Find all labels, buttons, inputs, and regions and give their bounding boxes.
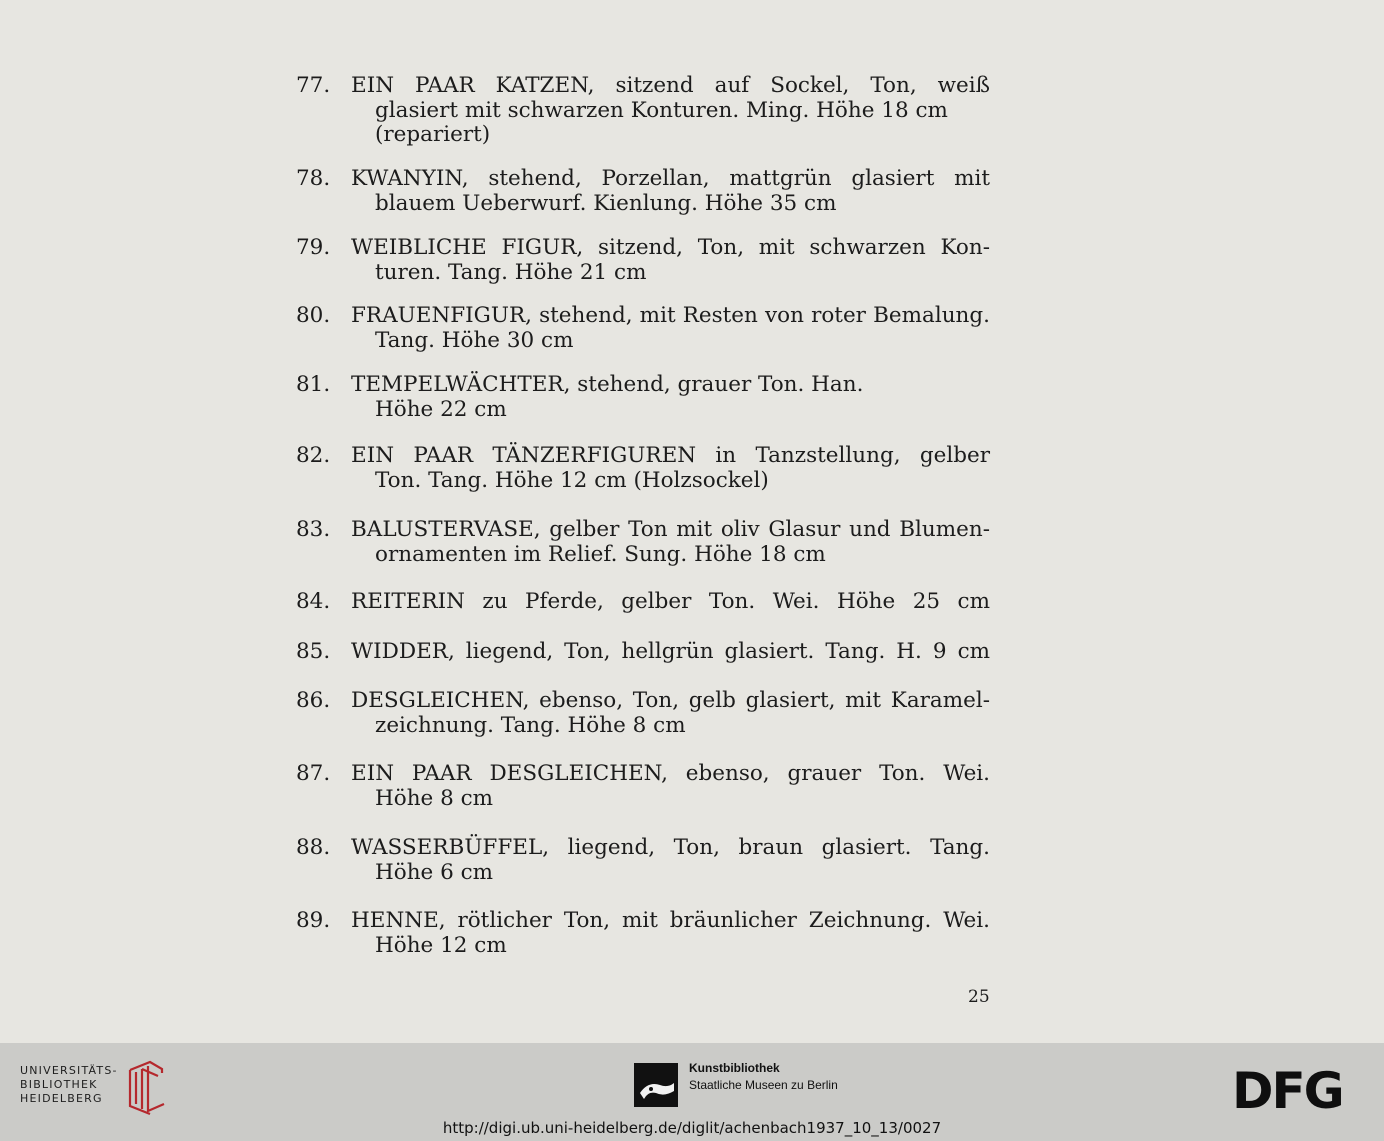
entry-number: 87. bbox=[296, 761, 331, 786]
entry-first-line: DESGLEICHEN, ebenso, Ton, gelb glasiert, mit Karamel- bbox=[351, 688, 990, 713]
entry-number: 85. bbox=[296, 639, 331, 664]
entry-number: 84. bbox=[296, 589, 331, 614]
entry-number: 83. bbox=[296, 517, 331, 542]
catalog-entry bbox=[296, 167, 990, 216]
page-number: 25 bbox=[968, 987, 990, 1007]
dfg-logo[interactable]: DFG bbox=[1232, 1062, 1343, 1120]
entry-continuation-line: blauem Ueberwurf. Kienlung. Höhe 35 cm bbox=[375, 190, 837, 216]
kunstbibliothek-text bbox=[689, 1060, 838, 1094]
entry-continuation-line: zeichnung. Tang. Höhe 8 cm bbox=[375, 712, 686, 738]
entry-first-line: BALUSTERVASE, gelber Ton mit oliv Glasur und Blumen- bbox=[351, 517, 990, 542]
footer-bar bbox=[0, 1043, 1384, 1141]
entry-first-line: EIN PAAR KATZEN, sitzend auf Sockel, Ton, weiß bbox=[351, 73, 990, 98]
entry-continuation-line: Höhe 8 cm bbox=[375, 785, 494, 811]
entry-number: 77. bbox=[296, 73, 331, 98]
entry-continuation-line: turen. Tang. Höhe 21 cm bbox=[375, 259, 647, 285]
ub-line-2: BIBLIOTHEK bbox=[20, 1078, 98, 1091]
entry-first-line: EIN PAAR DESGLEICHEN, ebenso, grauer Ton. Wei. bbox=[351, 761, 990, 786]
catalog-entry bbox=[296, 590, 990, 615]
catalog-entry bbox=[296, 373, 990, 422]
catalog-entry bbox=[296, 74, 990, 148]
entry-continuation-line: (repariert) bbox=[375, 122, 491, 147]
entry-number: 82. bbox=[296, 443, 331, 468]
entry-first-line: REITERIN zu Pferde, gelber Ton. Wei. Höhe 25 cm bbox=[351, 589, 990, 614]
catalog-entry bbox=[296, 689, 990, 738]
catalog-entry bbox=[296, 909, 990, 958]
catalog-entry bbox=[296, 640, 990, 665]
entry-number: 88. bbox=[296, 835, 331, 860]
ub-heidelberg-logo-icon[interactable] bbox=[124, 1060, 168, 1116]
entry-first-line: WIDDER, liegend, Ton, hellgrün glasiert. Tang. H. 9 cm bbox=[351, 639, 990, 664]
entry-first-line: HENNE, rötlicher Ton, mit bräunlicher Zeichnung. Wei. bbox=[351, 908, 990, 933]
entry-continuation-line: Höhe 6 cm bbox=[375, 859, 494, 885]
ub-line-3: HEIDELBERG bbox=[20, 1092, 103, 1105]
catalog-entry bbox=[296, 236, 990, 285]
entry-first-line: WASSERBÜFFEL, liegend, Ton, braun glasiert. Tang. bbox=[351, 835, 990, 860]
catalog-entry bbox=[296, 304, 990, 353]
ub-line-1: UNIVERSITÄTS- bbox=[20, 1064, 118, 1077]
entry-first-line: TEMPELWÄCHTER, stehend, grauer Ton. Han. bbox=[351, 372, 864, 397]
kunstbibliothek-subtitle: Staatliche Museen zu Berlin bbox=[689, 1078, 838, 1092]
catalog-entry bbox=[296, 444, 990, 493]
entry-number: 81. bbox=[296, 372, 331, 397]
entry-first-line: EIN PAAR TÄNZERFIGUREN in Tanzstellung, gelber bbox=[351, 443, 990, 468]
entry-continuation-line: Tang. Höhe 30 cm bbox=[375, 327, 574, 353]
entry-number: 80. bbox=[296, 303, 331, 328]
catalog-entry bbox=[296, 836, 990, 885]
entry-continuation-line: glasiert mit schwarzen Konturen. Ming. Höhe 18 cm bbox=[375, 97, 948, 123]
entry-number: 79. bbox=[296, 235, 331, 260]
entry-continuation-line: ornamenten im Relief. Sung. Höhe 18 cm bbox=[375, 541, 826, 567]
entry-continuation-line: Höhe 12 cm bbox=[375, 932, 507, 958]
entry-number: 89. bbox=[296, 908, 331, 933]
entry-number: 78. bbox=[296, 166, 331, 191]
ub-heidelberg-text bbox=[20, 1064, 118, 1106]
kunstbibliothek-title: Kunstbibliothek bbox=[689, 1061, 780, 1075]
kunstbibliothek-logo-icon[interactable] bbox=[634, 1063, 678, 1107]
entry-first-line: WEIBLICHE FIGUR, sitzend, Ton, mit schwarzen Kon- bbox=[351, 235, 990, 260]
permalink-url[interactable]: http://digi.ub.uni-heidelberg.de/diglit/achenbach1937_10_13/0027 bbox=[442, 1119, 942, 1137]
entry-number: 86. bbox=[296, 688, 331, 713]
entry-first-line: KWANYIN, stehend, Porzellan, mattgrün glasiert mit bbox=[351, 166, 990, 191]
entry-first-line: FRAUENFIGUR, stehend, mit Resten von roter Bemalung. bbox=[351, 303, 990, 328]
entry-continuation-line: Höhe 22 cm bbox=[375, 396, 507, 422]
catalog-entry bbox=[296, 762, 990, 811]
catalog-entry bbox=[296, 518, 990, 567]
entry-continuation-line: Ton. Tang. Höhe 12 cm (Holzsockel) bbox=[375, 467, 769, 493]
